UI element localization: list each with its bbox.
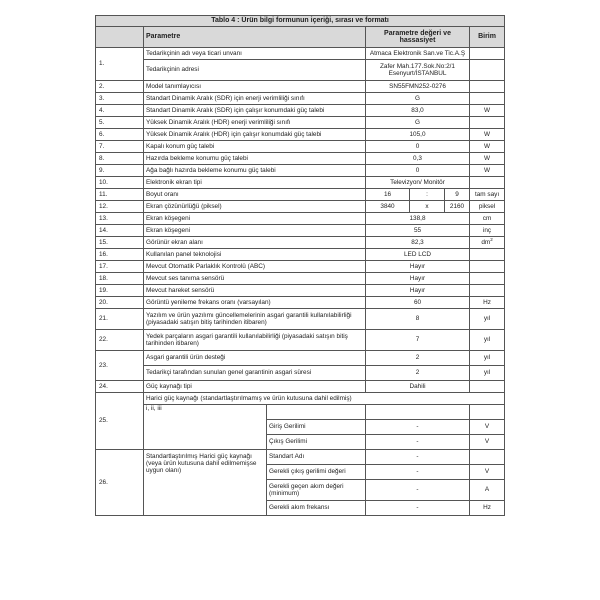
row-label: Mevcut Otomatik Parlaklık Kontrolü (ABC)	[144, 261, 366, 273]
table-row	[96, 225, 505, 237]
row-value: 0	[366, 141, 470, 153]
table-row	[96, 141, 505, 153]
row-label: Elektronik ekran tipi	[144, 177, 366, 189]
external-psu-subitems: i, ii, iii	[144, 405, 267, 450]
row-number: 24.	[96, 381, 144, 393]
row-unit	[470, 405, 505, 420]
row-label: Hazırda bekleme konumu güç talebi	[144, 153, 366, 165]
row-value: 0	[366, 165, 470, 177]
table-row	[96, 450, 505, 465]
row-label: Yüksek Dinamik Aralık (HDR) enerji verimliliği sınıfı	[144, 117, 366, 129]
row-number: 21.	[96, 309, 144, 330]
table-row	[96, 351, 505, 366]
row-unit: piksel	[470, 201, 505, 213]
table-row	[96, 213, 505, 225]
header-unit: Birim	[470, 27, 505, 48]
table-row	[96, 261, 505, 273]
row-sublabel: Gerekli akım frekansı	[267, 501, 366, 516]
table-title: Tablo 4 : Ürün bilgi formunun içeriği, sırası ve formatı	[96, 16, 505, 27]
table-row	[96, 153, 505, 165]
row-label: Standartlaştırılmış Harici güç kaynağı (veya ürün kutusuna dahil edilmemişse uygun olanı)	[144, 450, 267, 516]
row-value: -	[366, 420, 470, 435]
row-sublabel	[267, 405, 366, 420]
row-label: Standart Dinamik Aralık (SDR) için çalışır konumdaki güç talebi	[144, 105, 366, 117]
row-value: -	[366, 501, 470, 516]
row-label: Kullanılan panel teknolojisi	[144, 249, 366, 261]
row-unit: V	[470, 420, 505, 435]
row-value: Televizyon/ Monitör	[366, 177, 470, 189]
row-label: Güç kaynağı tipi	[144, 381, 366, 393]
row-label: Yedek parçaların asgari garantili kullanılabilirliği (piyasadaki satışın bitiş tarihinden itibaren)	[144, 330, 366, 351]
table-row	[96, 117, 505, 129]
table-row	[96, 330, 505, 351]
row-unit	[470, 60, 505, 81]
row-label: Tedarikçinin adı veya ticari unvanı	[144, 48, 366, 60]
row-value: LED LCD	[366, 249, 470, 261]
aspect-ratio-separator: :	[410, 189, 445, 201]
row-value: -	[366, 450, 470, 465]
row-value: 105,0	[366, 129, 470, 141]
row-number: 15.	[96, 237, 144, 249]
row-label: Ekran köşegeni	[144, 225, 366, 237]
row-value: -	[366, 465, 470, 480]
row-number: 8.	[96, 153, 144, 165]
row-unit	[470, 177, 505, 189]
aspect-ratio-width: 16	[366, 189, 410, 201]
row-label: Boyut oranı	[144, 189, 366, 201]
row-value: Zafer Mah.177.Sok.No:2/1 Esenyurt/İSTANBUL	[366, 60, 470, 81]
row-number: 14.	[96, 225, 144, 237]
row-value: -	[366, 480, 470, 501]
resolution-width: 3840	[366, 201, 410, 213]
row-value: 60	[366, 297, 470, 309]
row-sublabel: Çıkış Gerilimi	[267, 435, 366, 450]
table-title-row	[96, 16, 505, 27]
row-number: 26.	[96, 450, 144, 516]
resolution-height: 2160	[445, 201, 470, 213]
unit-superscript: 2	[490, 236, 493, 242]
row-value: Atmaca Elektronik San.ve Tic.A.Ş	[366, 48, 470, 60]
row-unit: W	[470, 129, 505, 141]
row-unit	[470, 261, 505, 273]
row-number: 2.	[96, 81, 144, 93]
row-unit: V	[470, 465, 505, 480]
row-value: G	[366, 117, 470, 129]
product-info-table	[95, 15, 505, 516]
table-row	[96, 81, 505, 93]
table-row	[96, 273, 505, 285]
row-number: 6.	[96, 129, 144, 141]
row-label: Yüksek Dinamik Aralık (HDR) için çalışır konumdaki güç talebi	[144, 129, 366, 141]
row-unit: yıl	[470, 309, 505, 330]
table-header-row	[96, 27, 505, 48]
row-number: 16.	[96, 249, 144, 261]
row-unit: V	[470, 435, 505, 450]
row-label: Mevcut ses tanıma sensörü	[144, 273, 366, 285]
row-value: 83,0	[366, 105, 470, 117]
row-unit: Hz	[470, 297, 505, 309]
row-number: 23.	[96, 351, 144, 381]
row-value	[366, 405, 470, 420]
row-value: 138,8	[366, 213, 470, 225]
row-value: Dahili	[366, 381, 470, 393]
row-number: 25.	[96, 393, 144, 450]
table-row	[96, 285, 505, 297]
row-value: 82,3	[366, 237, 470, 249]
row-unit	[470, 381, 505, 393]
row-label: Görünür ekran alanı	[144, 237, 366, 249]
row-sublabel: Standart Adı	[267, 450, 366, 465]
table-row	[96, 201, 505, 213]
row-label: Kapalı konum güç talebi	[144, 141, 366, 153]
row-number: 22.	[96, 330, 144, 351]
table-row	[96, 297, 505, 309]
row-number: 19.	[96, 285, 144, 297]
row-value: 55	[366, 225, 470, 237]
row-unit: W	[470, 141, 505, 153]
header-number	[96, 27, 144, 48]
table-row	[96, 366, 505, 381]
row-number: 5.	[96, 117, 144, 129]
resolution-separator: x	[410, 201, 445, 213]
row-label: Model tanımlayıcısı	[144, 81, 366, 93]
row-value: -	[366, 435, 470, 450]
row-number: 4.	[96, 105, 144, 117]
row-number: 20.	[96, 297, 144, 309]
row-label: Görüntü yenileme frekans oranı (varsayılan)	[144, 297, 366, 309]
row-number: 18.	[96, 273, 144, 285]
row-value: 8	[366, 309, 470, 330]
row-value: Hayır	[366, 273, 470, 285]
header-parameter: Parametre	[144, 27, 366, 48]
row-unit: A	[470, 480, 505, 501]
row-number: 9.	[96, 165, 144, 177]
row-value: 2	[366, 366, 470, 381]
row-unit	[470, 285, 505, 297]
row-label: Ekran çözünürlüğü (piksel)	[144, 201, 366, 213]
row-number: 7.	[96, 141, 144, 153]
row-label: Ekran köşegeni	[144, 213, 366, 225]
table-row	[96, 105, 505, 117]
row-unit	[470, 237, 505, 249]
row-number: 10.	[96, 177, 144, 189]
row-unit	[470, 81, 505, 93]
header-value: Parametre değeri ve hassasiyet	[366, 27, 470, 48]
row-unit: yıl	[470, 330, 505, 351]
row-label: Asgari garantili ürün desteği	[144, 351, 366, 366]
row-value: 2	[366, 351, 470, 366]
row-unit	[470, 48, 505, 60]
row-label: Tedarikçi tarafından sunulan genel garantinin asgari süresi	[144, 366, 366, 381]
row-value: Hayır	[366, 285, 470, 297]
table-row	[96, 48, 505, 60]
row-unit: W	[470, 105, 505, 117]
row-sublabel: Giriş Gerilimi	[267, 420, 366, 435]
row-number: 13.	[96, 213, 144, 225]
row-label: Mevcut hareket sensörü	[144, 285, 366, 297]
aspect-ratio-height: 9	[445, 189, 470, 201]
table-row	[96, 237, 505, 249]
table-row	[96, 405, 505, 420]
row-sublabel: Gerekli geçen akım değeri (minimum)	[267, 480, 366, 501]
row-unit: tam sayı	[470, 189, 505, 201]
row-sublabel: Gerekli çıkış gerilimi değeri	[267, 465, 366, 480]
row-number: 12.	[96, 201, 144, 213]
row-unit	[470, 117, 505, 129]
row-unit: W	[470, 153, 505, 165]
row-number: 3.	[96, 93, 144, 105]
table-row	[96, 177, 505, 189]
row-unit	[470, 249, 505, 261]
table-row	[96, 393, 505, 405]
row-label: Yazılım ve ürün yazılımı güncellemelerinin asgari garantili kullanılabilirliği (piyasadaki satışın bitiş tarihinden itibaren)	[144, 309, 366, 330]
table-row	[96, 60, 505, 81]
row-number: 17.	[96, 261, 144, 273]
row-unit: Hz	[470, 501, 505, 516]
row-unit: W	[470, 165, 505, 177]
row-label: Tedarikçinin adresi	[144, 60, 366, 81]
table-row	[96, 165, 505, 177]
row-unit: cm	[470, 213, 505, 225]
row-label: Standart Dinamik Aralık (SDR) için enerji verimliliği sınıfı	[144, 93, 366, 105]
table-row	[96, 249, 505, 261]
row-unit	[470, 450, 505, 465]
product-info-sheet	[95, 15, 504, 516]
table-row	[96, 189, 505, 201]
row-value: SN55FMN252-0276	[366, 81, 470, 93]
row-value: Hayır	[366, 261, 470, 273]
table-row	[96, 129, 505, 141]
row-number: 1.	[96, 48, 144, 81]
row-value: 7	[366, 330, 470, 351]
row-unit: yıl	[470, 351, 505, 366]
row-unit	[470, 93, 505, 105]
row-label: Harici güç kaynağı (standartlaştırılmamış ve ürün kutusuna dahil edilmiş)	[144, 393, 505, 405]
row-unit: inç	[470, 225, 505, 237]
unit-text: dm	[481, 238, 491, 246]
row-unit: yıl	[470, 366, 505, 381]
table-row	[96, 309, 505, 330]
row-value: G	[366, 93, 470, 105]
row-unit	[470, 273, 505, 285]
table-row	[96, 381, 505, 393]
row-label: Ağa bağlı hazırda bekleme konumu güç talebi	[144, 165, 366, 177]
row-value: 0,3	[366, 153, 470, 165]
row-number: 11.	[96, 189, 144, 201]
table-row	[96, 93, 505, 105]
